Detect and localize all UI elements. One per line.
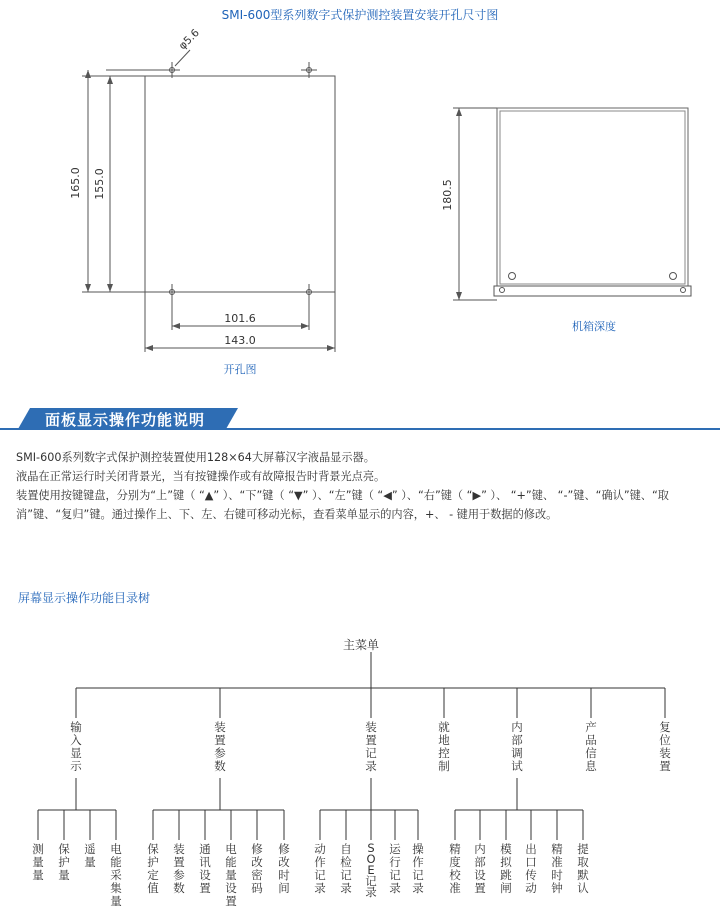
section-title: 面板显示操作功能说明 — [45, 411, 206, 429]
cutout-diagram — [0, 0, 720, 380]
leaf-measure: 测量量 — [32, 842, 44, 882]
menu-input-display: 输入显示 — [70, 720, 82, 773]
leaf-action-record: 动作记录 — [314, 842, 326, 895]
leaf-energy-setting: 电能量设置 — [225, 842, 237, 908]
menu-local-control: 就地控制 — [438, 720, 450, 773]
leaf-output-drive: 出口传动 — [525, 842, 537, 895]
leaf-comm-setting: 通讯设置 — [199, 842, 211, 895]
tree-title: 屏幕显示操作功能目录树 — [18, 591, 151, 605]
menu-internal-debug: 内部调试 — [511, 720, 523, 773]
hole-label: φ5.6 — [176, 26, 202, 53]
menu-device-records: 装置记录 — [365, 720, 377, 773]
leaf-change-password: 修改密码 — [251, 842, 263, 895]
dim-180: 180.5 — [441, 179, 454, 211]
leaf-device-param: 装置参数 — [173, 842, 185, 895]
menu-tree — [0, 630, 720, 921]
leaf-internal-setting: 内部设置 — [474, 842, 486, 895]
leaf-precise-clock: 精准时钟 — [551, 842, 563, 895]
paragraph-3: 装置使用按键键盘，分别为“上”键（ “▲” ）、“下”键（ “▼” ）、“左”键（ “◀” ）、“右”键（ “▶” ）、 “+”键、 “-”键、“确认”键、“取消”键、“复归”键。通过操作上、下、左、右键可移动光标，查看菜单显示的内容，+、 - 键用于数据的修改。 — [16, 489, 669, 521]
leaf-protect-setting: 保护定值 — [147, 842, 159, 895]
leaf-precision-calib: 精度校准 — [449, 842, 461, 895]
leaf-selfcheck-record: 自检记录 — [340, 842, 352, 895]
paragraph-1: SMI-600系列数字式保护测控装置使用128×64大屏幕汉字液晶显示器。 — [16, 451, 375, 464]
leaf-energy-collect: 电能采集量 — [110, 842, 122, 908]
dim-101: 101.6 — [224, 312, 256, 325]
leaf-operation-record: 操作记录 — [412, 842, 424, 895]
dim-143: 143.0 — [224, 334, 256, 347]
leaf-protect-qty: 保护量 — [58, 842, 70, 882]
leaf-load-default: 提取默认 — [577, 842, 589, 895]
tree-root: 主菜单 — [343, 638, 380, 652]
menu-reset-device: 复位装置 — [659, 720, 671, 773]
leaf-change-time: 修改时间 — [278, 842, 290, 895]
section-header — [0, 406, 720, 434]
paragraph-2: 液晶在正常运行时关闭背景光，当有按键操作或有故障报告时背景光点亮。 — [16, 470, 386, 483]
dim-165: 165.0 — [69, 167, 82, 199]
dim-155: 155.0 — [93, 168, 106, 200]
cutout-caption: 开孔图 — [223, 363, 257, 376]
menu-device-params: 装置参数 — [214, 720, 226, 773]
leaf-soe-record: SOE记录 — [365, 841, 377, 899]
cutout-rect — [145, 76, 335, 292]
leaf-run-record: 运行记录 — [389, 842, 401, 895]
leaf-remote-qty: 遥量 — [84, 842, 96, 869]
menu-product-info: 产品信息 — [585, 720, 597, 773]
depth-caption: 机箱深度 — [572, 320, 616, 333]
page-title: SMI-600型系列数字式保护测控装置安装开孔尺寸图 — [221, 8, 499, 22]
leaf-simulate-trip: 模拟跳闸 — [500, 842, 512, 895]
